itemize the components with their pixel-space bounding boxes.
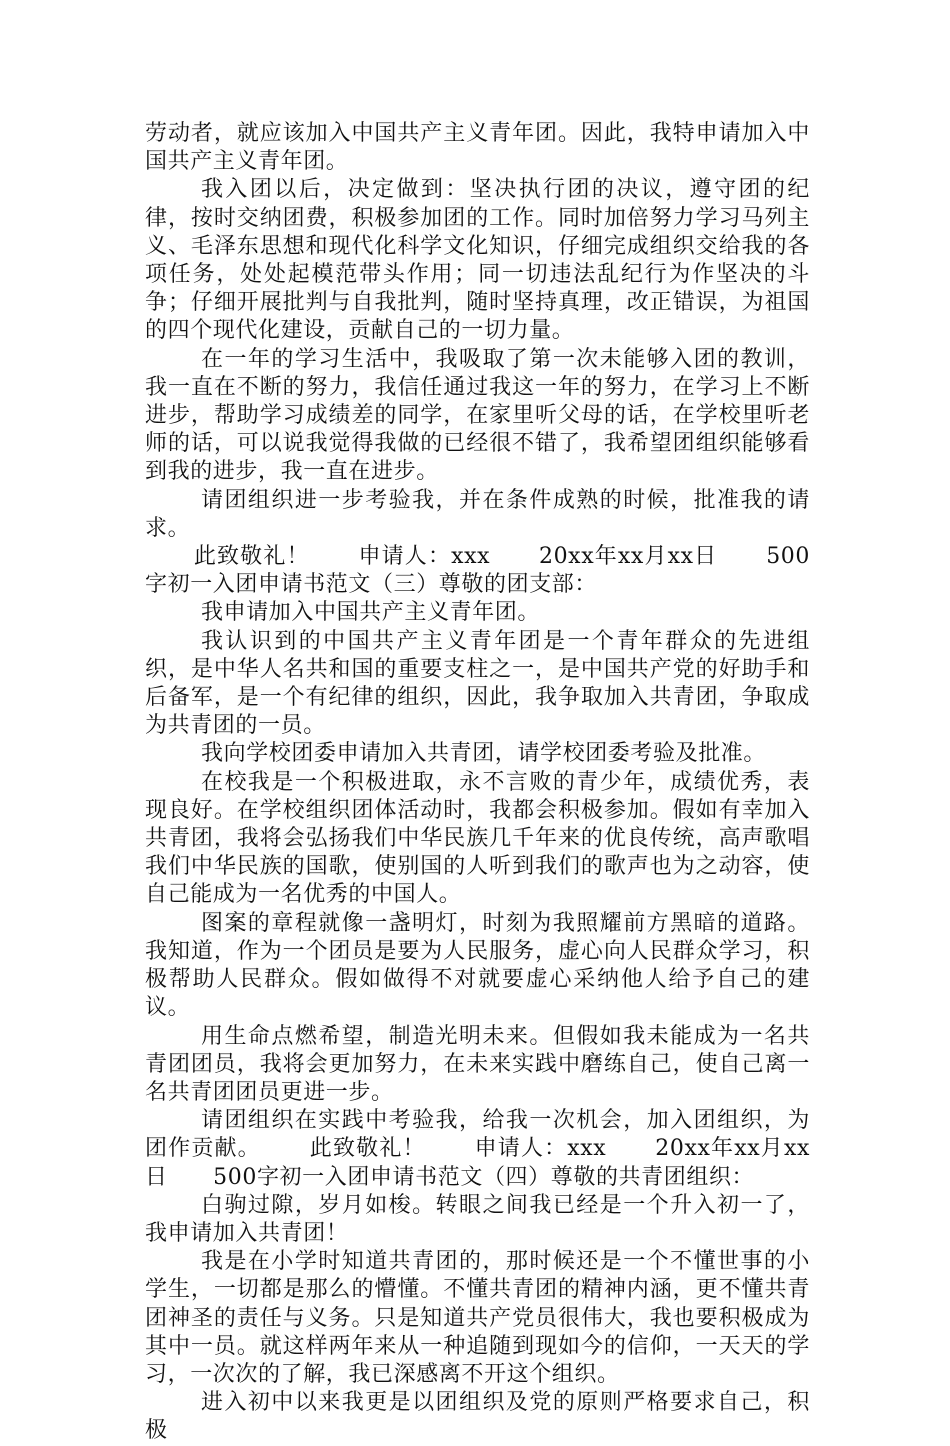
paragraph: 我是在小学时知道共青团的，那时候还是一个不懂世事的小学生，一切都是那么的懵懂。不懂共青团的精神内涵，更不懂共青团神圣的责任与义务。只是知道共产党员很伟大，我也要积极成为其中一员。就这样两年来从一种追随到现如今的信仰，一天天的学习，一次次的了解，我已深感离不开这个组织。	[145, 1249, 810, 1387]
paragraph: 我入团以后，决定做到：坚决执行团的决议，遵守团的纪律，按时交纳团费，积极参加团的工作。同时加倍努力学习马列主义、毛泽东思想和现代化科学文化知识，仔细完成组织交给我的各项任务，处处起模范带头作用；同一切违法乱纪行为作坚决的斗争；仔细开展批判与自我批判，随时坚持真理，改正错误，为祖国的四个现代化建设，贡献自己的一切力量。	[145, 177, 810, 344]
paragraph: 图案的章程就像一盏明灯，时刻为我照耀前方黑暗的道路。我知道，作为一个团员是要为人民服务，虚心向人民群众学习，积极帮助人民群众。假如做得不对就要虚心采纳他人给予自己的建议。	[145, 910, 810, 1021]
paragraph: 在校我是一个积极进取，永不言败的青少年，成绩优秀，表现良好。在学校组织团体活动时，我都会积极参加。假如有幸加入共青团，我将会弘扬我们中华民族几千年来的优良传统，高声歌唱我们中华民族的国歌，使别国的人听到我们的歌声也为之动容，使自己能成为一名优秀的中国人。	[145, 769, 810, 908]
paragraph: 我向学校团委申请加入共青团，请学校团委考验及批准。	[201, 741, 767, 767]
paragraph: 我认识到的中国共产主义青年团是一个青年群众的先进组织，是中华人名共和国的重要支柱之一，是中国共产党的好助手和后备军，是一个有纪律的组织，因此，我争取加入共青团，争取成为共青团的一员。	[145, 628, 810, 739]
paragraph: 进入初中以来我更是以团组织及党的原则严格要求自己，积极	[145, 1390, 810, 1444]
paragraph: 白驹过隙，岁月如梭。转眼之间我已经是一个升入初一了，我申请加入共青团！	[145, 1192, 810, 1246]
paragraph: 我申请加入中国共产主义青年团。	[201, 600, 541, 626]
paragraph: 请团组织在实践中考验我，给我一次机会，加入团组织，为团作贡献。 此致敬礼！ 申请人：xxx 20xx年xx月xx日 500字初一入团申请书范文（四）尊敬的共青团组织：	[145, 1108, 810, 1190]
paragraph: 用生命点燃希望，制造光明未来。但假如我未能成为一名共青团团员，我将会更加努力，在未来实践中磨练自己，使自己离一名共青团团员更进一步。	[145, 1023, 810, 1105]
paragraph: 请团组织进一步考验我，并在条件成熟的时候，批准我的请求。	[145, 487, 810, 541]
paragraph: 在一年的学习生活中，我吸取了第一次未能够入团的教训，我一直在不断的努力，我信任通过我这一年的努力，在学习上不断进步，帮助学习成绩差的同学，在家里听父母的话，在学校里听老师的话，可以说我觉得我做的已经很不错了，我希望团组织能够看到我的进步，我一直在进步。	[145, 346, 810, 485]
document-body	[145, 120, 810, 1446]
paragraph: 劳动者，就应该加入中国共产主义青年团。因此，我特申请加入中国共产主义青年团。	[145, 121, 810, 175]
paragraph: 此致敬礼！ 申请人：xxx 20xx年xx月xx日 500字初一入团申请书范文（三）尊敬的团支部：	[145, 544, 810, 598]
